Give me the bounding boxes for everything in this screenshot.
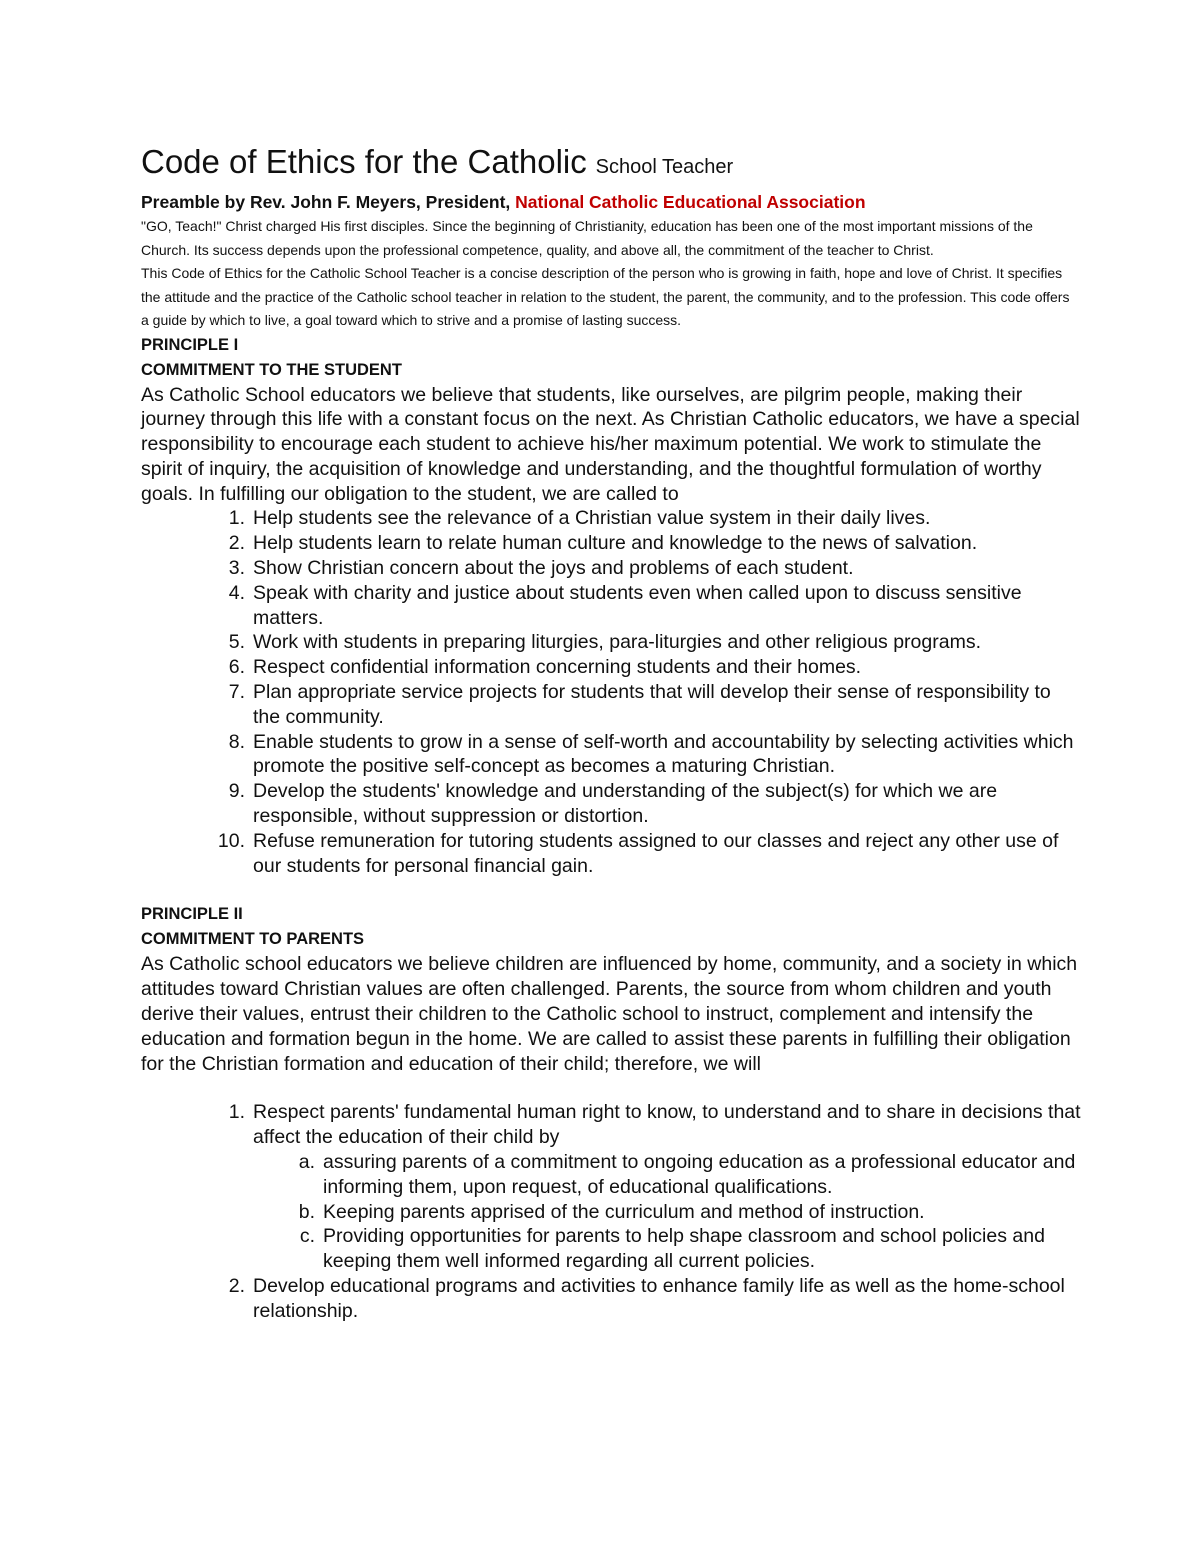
list-item-number: 6. bbox=[228, 656, 245, 679]
list-item-text: Speak with charity and justice about students even when called upon to discuss sensitive matters. bbox=[253, 581, 1022, 629]
sub-list bbox=[253, 1150, 1081, 1274]
list-item bbox=[141, 779, 1081, 829]
list-item-text: Develop educational programs and activities to enhance family life as well as the home-school relationship. bbox=[253, 1275, 1065, 1322]
preamble-author: Preamble by Rev. John F. Meyers, President, bbox=[141, 192, 511, 212]
sub-list-item-text: Keeping parents apprised of the curriculum and method of instruction. bbox=[323, 1200, 925, 1223]
list-item-text: Plan appropriate service projects for students that will develop their sense of responsibility to the community. bbox=[253, 681, 1051, 728]
list-item-number: 5. bbox=[228, 631, 245, 654]
list-item-text: Develop the students' knowledge and understanding of the subject(s) for which we are responsible, without suppression or distortion. bbox=[253, 780, 998, 828]
sub-list-item-text: assuring parents of a commitment to ongoing education as a professional educator and informing them, upon request, of educational qualifications. bbox=[323, 1151, 1076, 1198]
list-item-text: Show Christian concern about the joys and problems of each student. bbox=[253, 557, 854, 580]
section-spacer bbox=[141, 878, 1081, 902]
list-item bbox=[141, 829, 1081, 879]
sub-list-item-letter: c. bbox=[299, 1225, 315, 1248]
document-page bbox=[141, 140, 1081, 1324]
list-item-number: 7. bbox=[228, 681, 245, 704]
list-item-number: 8. bbox=[228, 730, 245, 753]
section-spacer bbox=[141, 1076, 1081, 1100]
principle-1-intro: As Catholic School educators we believe that students, like ourselves, are pilgrim people, making their journey through this life with a constant focus on the next. As Christian Catholic educators, we have a special responsibility to encourage each student to achieve his/her maximum potential. We work to stimulate the spirit of inquiry, the acquisition of knowledge and understanding, and the thoughtful formulation of worthy goals. In fulfilling our obligation to the student, we are called to bbox=[141, 383, 1080, 505]
list-item bbox=[141, 655, 1081, 680]
title-main: Code of Ethics for the Catholic bbox=[141, 143, 587, 180]
principle-1-label: PRINCIPLE I bbox=[141, 335, 239, 354]
list-item bbox=[141, 581, 1081, 631]
principle-1-heading: COMMITMENT TO THE STUDENT bbox=[141, 360, 402, 379]
list-item-number: 3. bbox=[228, 557, 245, 580]
preamble-byline bbox=[141, 189, 1081, 215]
list-item-number: 4. bbox=[228, 581, 245, 604]
list-item-text: Respect parents' fundamental human right to know, to understand and to share in decisions that affect the education of their child by bbox=[253, 1101, 1081, 1149]
sub-list-item-letter: b. bbox=[298, 1200, 315, 1223]
list-item bbox=[141, 531, 1081, 556]
document-title bbox=[141, 140, 1081, 189]
principle-2-intro: As Catholic school educators we believe children are influenced by home, community, and a society in which attitudes toward Christian values are often challenged. Parents, the source from whom children and youth derive their values, entrust their children to the Catholic school to instruct, complement and intensify the education and formation begun in the home. We are called to assist these parents in fulfilling their obligation for the Christian formation and education of their child; therefore, we will bbox=[141, 953, 1078, 1075]
list-item bbox=[141, 630, 1081, 655]
list-item-text: Help students see the relevance of a Christian value system in their daily lives. bbox=[253, 507, 931, 530]
list-item-text: Help students learn to relate human culture and knowledge to the news of salvation. bbox=[253, 532, 978, 555]
sub-list-item bbox=[253, 1150, 1081, 1200]
sub-list-item-letter: a. bbox=[298, 1151, 315, 1174]
sub-list-item bbox=[253, 1200, 1081, 1225]
preamble-paragraph-1: "GO, Teach!" Christ charged His first disciples. Since the beginning of Christianity, education has been one of the most important missions of the Church. Its success depends upon the professional competence, quality, and above all, the commitment of the teacher to Christ. bbox=[141, 218, 1033, 258]
list-item bbox=[141, 730, 1081, 780]
list-item-number: 10. bbox=[217, 829, 245, 852]
list-item-number: 1. bbox=[228, 1101, 245, 1124]
list-item-number: 1. bbox=[228, 507, 245, 530]
list-item-text: Enable students to grow in a sense of self-worth and accountability by selecting activities which promote the positive self-concept as becomes a maturing Christian. bbox=[253, 730, 1074, 778]
list-item bbox=[141, 556, 1081, 581]
list-item-text: Respect confidential information concerning students and their homes. bbox=[253, 656, 862, 679]
list-item bbox=[141, 1100, 1081, 1274]
principle-2-list bbox=[141, 1100, 1081, 1323]
organization-name: National Catholic Educational Association bbox=[515, 192, 866, 212]
preamble-paragraph-2: This Code of Ethics for the Catholic School Teacher is a concise description of the person who is growing in faith, hope and love of Christ. It specifies the attitude and the practice of the Catholic school teacher in relation to the student, the parent, the community, and to the profession. This code offers a guide by which to live, a goal toward which to strive and a promise of lasting success. bbox=[141, 265, 1070, 328]
list-item bbox=[141, 1274, 1081, 1324]
principle-1-list bbox=[141, 506, 1081, 878]
list-item bbox=[141, 680, 1081, 730]
sub-list-item bbox=[253, 1224, 1081, 1274]
list-item-text: Work with students in preparing liturgies, para-liturgies and other religious programs. bbox=[253, 631, 981, 654]
sub-list-item-text: Providing opportunities for parents to help shape classroom and school policies and keeping them well informed regarding all current policies. bbox=[323, 1225, 1045, 1273]
principle-2-heading: COMMITMENT TO PARENTS bbox=[141, 930, 365, 949]
principle-2-label: PRINCIPLE II bbox=[141, 905, 243, 924]
list-item-number: 2. bbox=[228, 532, 245, 555]
list-item-text: Refuse remuneration for tutoring students assigned to our classes and reject any other use of our students for personal financial gain. bbox=[253, 829, 1059, 877]
list-item-number: 9. bbox=[228, 780, 245, 803]
list-item-number: 2. bbox=[228, 1275, 245, 1297]
title-subtitle: School Teacher bbox=[595, 156, 734, 178]
list-item bbox=[141, 506, 1081, 531]
